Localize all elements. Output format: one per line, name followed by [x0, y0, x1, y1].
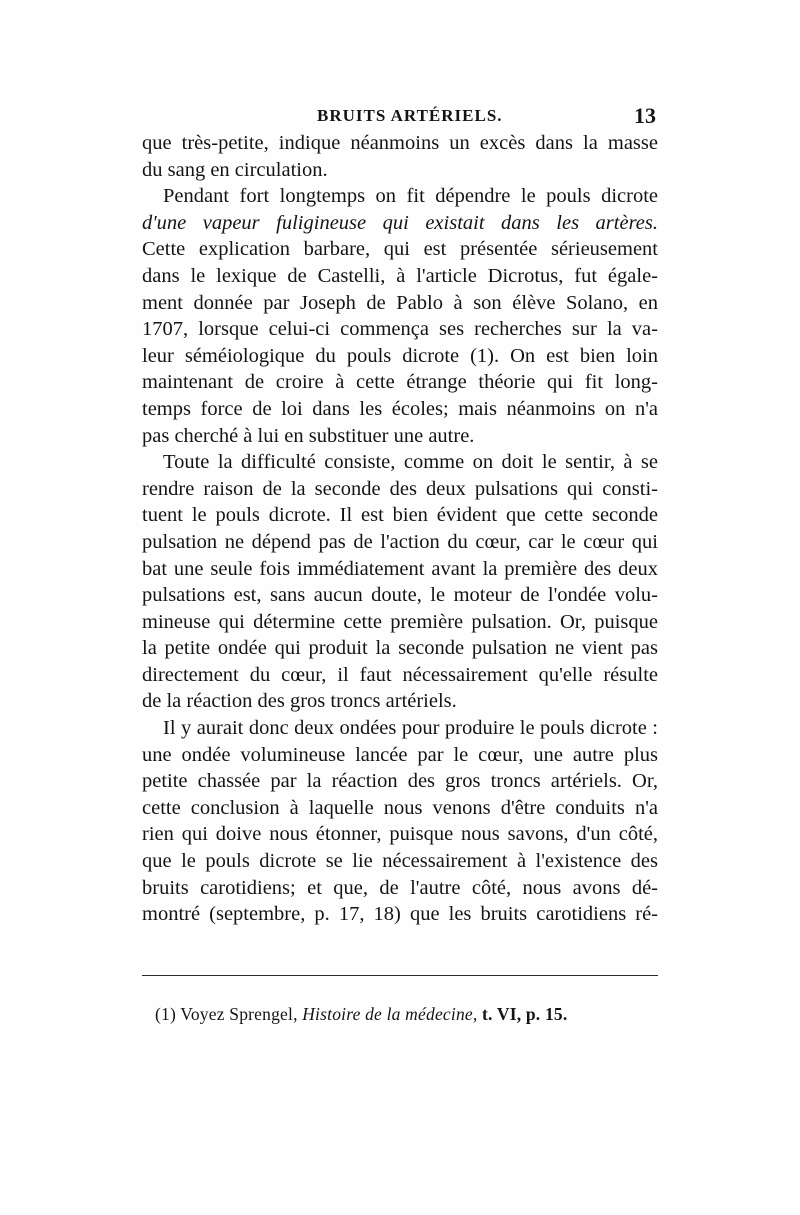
- running-title: BRUITS ARTÉRIELS.: [317, 106, 503, 125]
- text-line: que le pouls dicrote se lie nécessairement à l'existence des: [142, 850, 658, 873]
- text-line: Cette explication barbare, qui est présentée sérieusement: [142, 238, 658, 261]
- text-line: de la réaction des gros troncs artériels.: [142, 690, 457, 713]
- text-line: montré (septembre, p. 17, 18) que les bruits carotidiens ré-: [142, 903, 658, 926]
- text-line: tuent le pouls dicrote. Il est bien évident que cette seconde: [142, 504, 658, 527]
- text-line: pas cherché à lui en substituer une autre.: [142, 424, 475, 447]
- text-line: dans le lexique de Castelli, à l'article Dicrotus, fut égale-: [142, 264, 658, 287]
- text-line: d'une vapeur fuligineuse qui existait dans les artères.: [142, 211, 658, 234]
- text-line: leur séméiologique du pouls dicrote (1). On est bien loin: [142, 344, 658, 367]
- text-line: Il y aurait donc deux ondées pour produire le pouls dicrote :: [163, 717, 658, 740]
- text-line: bruits carotidiens; et que, de l'autre côté, nous avons dé-: [142, 876, 658, 899]
- body-text: [142, 130, 658, 928]
- footnote-title: Histoire de la médecine,: [302, 1004, 478, 1024]
- footnote-citation: t. VI, p. 15.: [482, 1004, 568, 1024]
- text-line: que très-petite, indique néanmoins un excès dans la masse: [142, 132, 658, 154]
- text-line: cette conclusion à laquelle nous venons d'être conduits n'a: [142, 796, 658, 819]
- text-line: une ondée volumineuse lancée par le cœur, une autre plus: [142, 743, 658, 766]
- text-line: mineuse qui détermine cette première pulsation. Or, puisque: [142, 610, 658, 633]
- text-line: rendre raison de la seconde des deux pulsations qui consti-: [142, 477, 658, 500]
- running-head: [142, 103, 658, 129]
- footnote-rule: [142, 975, 658, 976]
- footnote-marker: (1) Voyez Sprengel,: [155, 1004, 298, 1024]
- text-line: temps force de loi dans les écoles; mais néanmoins on n'a: [142, 397, 658, 420]
- text-line: du sang en circulation.: [142, 158, 328, 181]
- text-line: pulsations est, sans aucun doute, le moteur de l'ondée volu-: [142, 584, 658, 607]
- text-line: Toute la difficulté consiste, comme on doit le sentir, à se: [163, 451, 658, 474]
- text-line: 1707, lorsque celui-ci commença ses recherches sur la va-: [142, 318, 658, 341]
- text-line: ment donnée par Joseph de Pablo à son élève Solano, en: [142, 291, 658, 314]
- footnote: [155, 1004, 567, 1025]
- text-line: directement du cœur, il faut nécessairement qu'elle résulte: [142, 663, 658, 686]
- text-line: maintenant de croire à cette étrange théorie qui fit long-: [142, 371, 658, 394]
- page-number: 13: [634, 103, 656, 128]
- text-line: petite chassée par la réaction des gros troncs artériels. Or,: [142, 770, 658, 793]
- text-line: Pendant fort longtemps on fit dépendre le pouls dicrote: [163, 185, 658, 208]
- text-line: bat une seule fois immédiatement avant la première des deux: [142, 557, 658, 580]
- text-line: pulsation ne dépend pas de l'action du cœur, car le cœur qui: [142, 530, 658, 553]
- text-line: rien qui doive nous étonner, puisque nous savons, d'un côté,: [142, 823, 658, 846]
- text-line: la petite ondée qui produit la seconde pulsation ne vient pas: [142, 637, 658, 660]
